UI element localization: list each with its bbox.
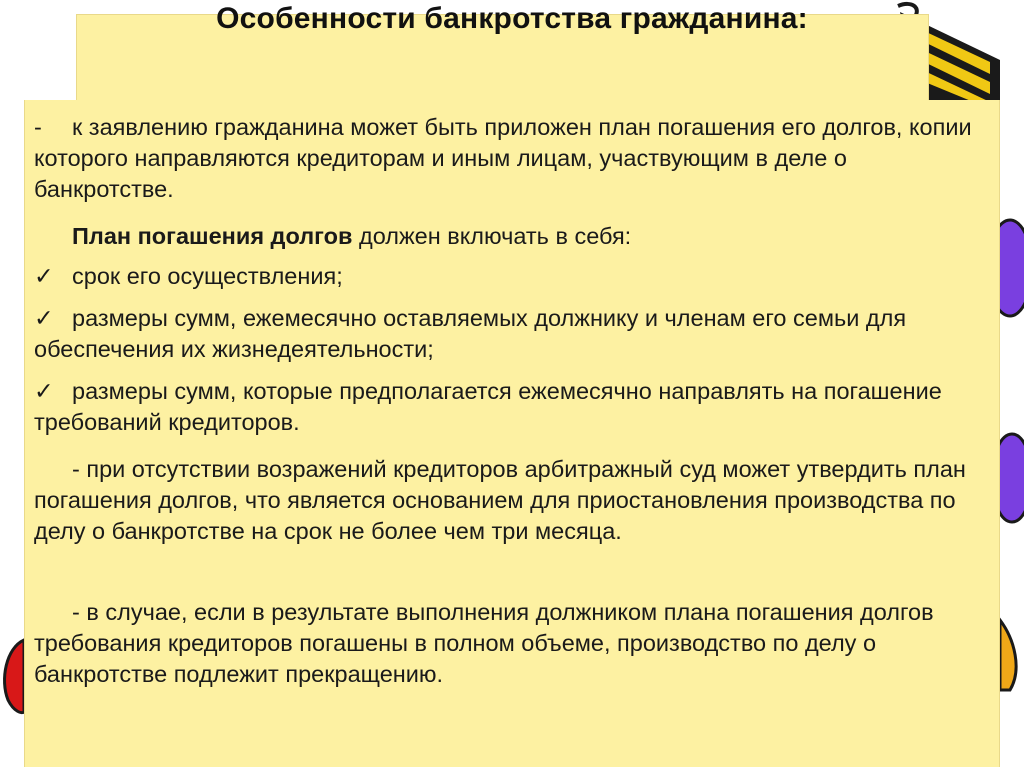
list-item: [34, 303, 986, 365]
checkmark-icon: ✓: [34, 263, 54, 289]
checkmark-icon: ✓: [34, 305, 54, 331]
list-item-text: срок его осуществления;: [72, 263, 343, 289]
paragraph-4: [34, 597, 986, 690]
orange-shape-decoration: [1000, 620, 1016, 690]
plan-heading: План погашения долгов: [72, 223, 353, 249]
paragraph-3-text: - при отсутствии возражений кредиторов арбитражный суд может утвердить план погашения долгов, что является основанием для приостановления производства по делу о банкротстве на срок не более чем три месяца.: [34, 456, 966, 544]
list-item: [34, 261, 986, 292]
plan-heading-suffix: должен включать в себя:: [352, 223, 632, 249]
list-item: [34, 376, 986, 438]
paragraph-3: [34, 454, 986, 547]
dash-marker: -: [34, 114, 42, 140]
paragraph-2: [34, 221, 986, 252]
slide-title: Особенности банкротства гражданина:: [216, 2, 808, 35]
list-item-text: размеры сумм, которые предполагается ежемесячно направлять на погашение требований кредиторов.: [34, 378, 942, 435]
list-item-text: размеры сумм, ежемесячно оставляемых должнику и членам его семьи для обеспечения их жизнедеятельности;: [34, 305, 907, 362]
paragraph-1-text: к заявлению гражданина может быть приложен план погашения его долгов, копии которого направляются кредиторам и иным лицам, участвующим в деле о банкротстве.: [34, 114, 972, 202]
paragraph-1: [34, 112, 986, 205]
checkmark-icon: ✓: [34, 378, 54, 404]
red-shape-decoration: [5, 640, 24, 713]
paragraph-4-text: - в случае, если в результате выполнения должником плана погашения долгов требования кредиторов погашены в полном объеме, производство по делу о банкротстве подлежит прекращению.: [34, 599, 934, 687]
